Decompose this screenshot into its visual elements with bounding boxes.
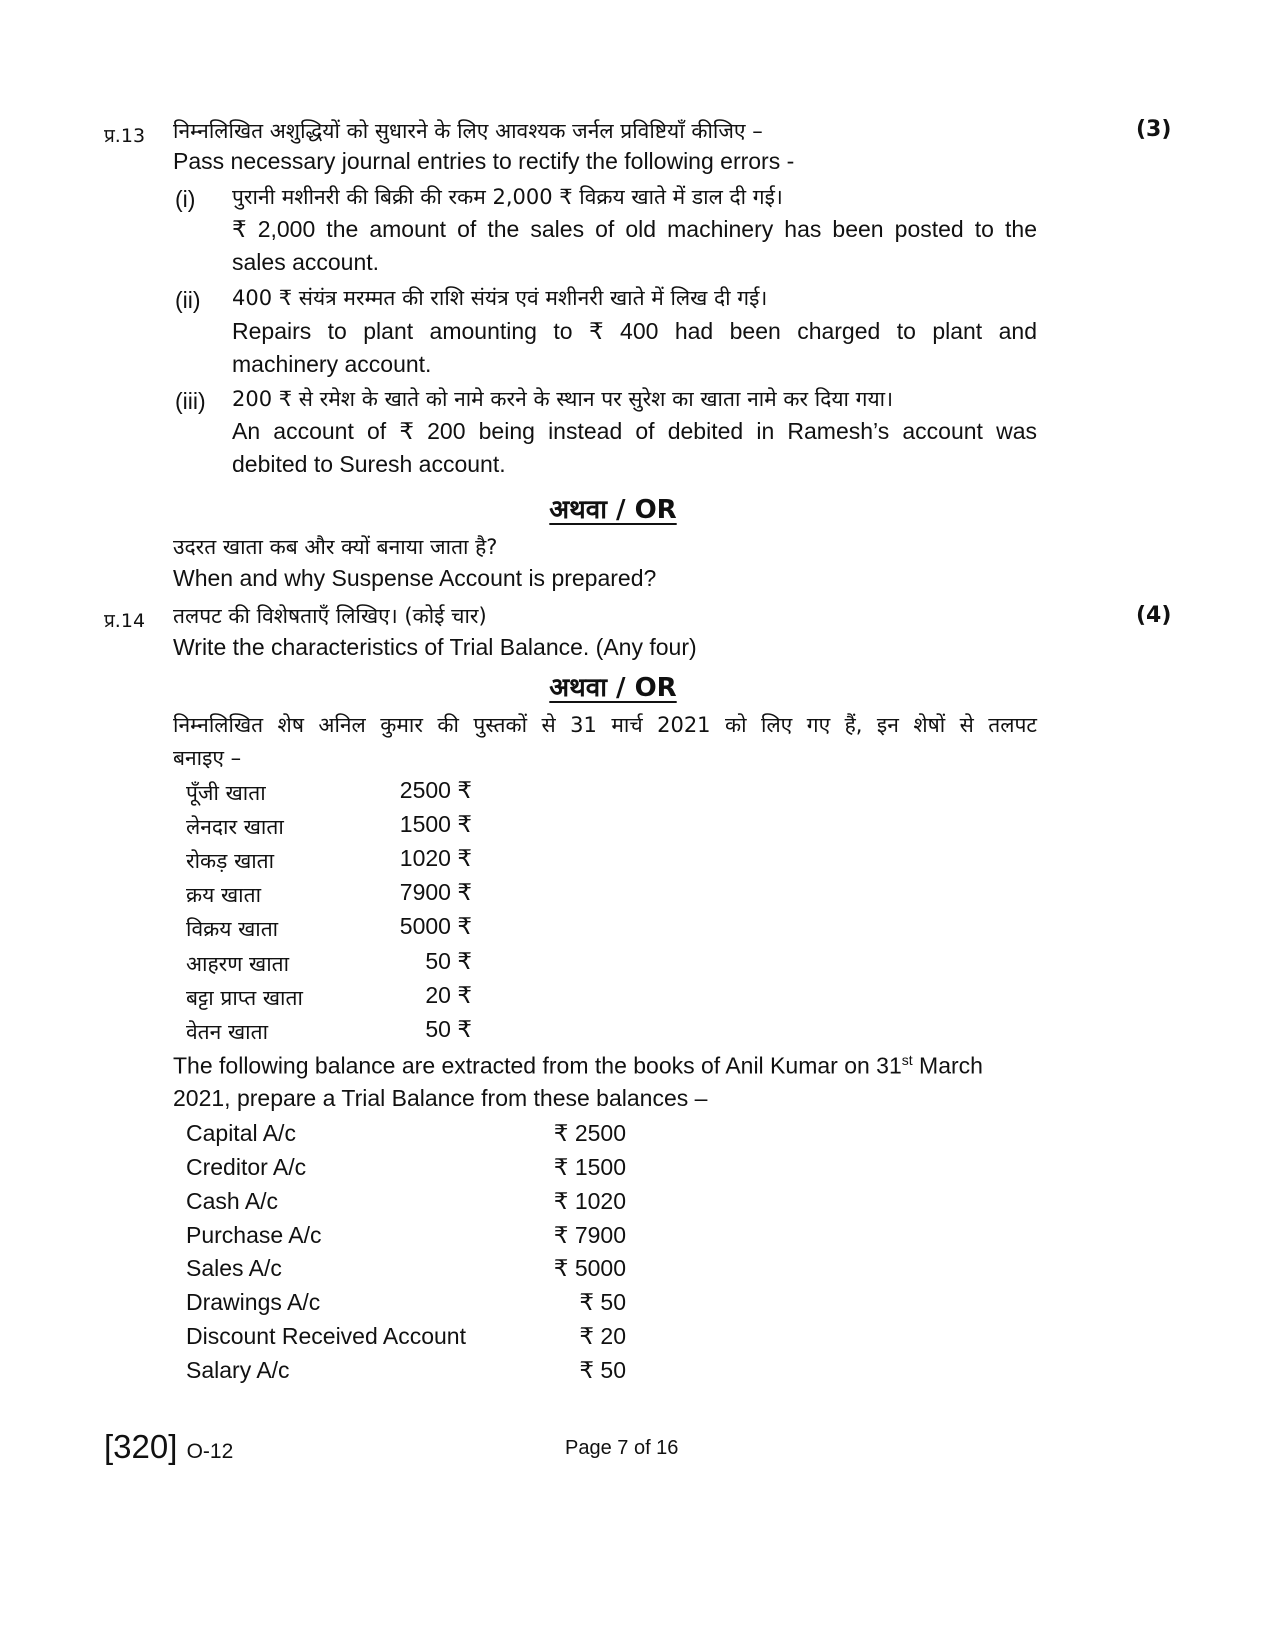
hindi-balance-label: क्रय खाता	[186, 883, 262, 907]
english-balance-amount: ₹ 7900	[553, 1222, 626, 1248]
or-heading-q14: अथवा / OR	[549, 673, 677, 703]
english-balance-amount: ₹ 1020	[553, 1188, 626, 1214]
english-balance-label: Purchase A/c	[186, 1222, 322, 1248]
hindi-balance-amount: 5000 ₹	[399, 913, 472, 939]
hindi-balance-amount: 1020 ₹	[399, 845, 472, 871]
english-balance-amount: ₹ 50	[579, 1289, 626, 1315]
item-i-english-line2: sales account.	[232, 249, 380, 275]
paper-code	[104, 1428, 233, 1466]
question-14-hindi: तलपट की विशेषताएँ लिखिए। (कोई चार)	[173, 604, 487, 628]
hindi-balance-label: लेनदार खाता	[186, 815, 284, 839]
hindi-balance-label: बट्टा प्राप्त खाता	[186, 986, 303, 1010]
q14-or-english-line2: 2021, prepare a Trial Balance from these balances –	[173, 1085, 708, 1111]
item-i-hindi: पुरानी मशीनरी की बिक्री की रकम 2,000 ₹ विक्रय खाते में डाल दी गई।	[232, 185, 783, 209]
page-number: Page 7 of 16	[565, 1437, 679, 1459]
hindi-balance-amount: 2500 ₹	[399, 777, 472, 803]
superscript-st: st	[901, 1052, 913, 1068]
hindi-balance-label: रोकड़ खाता	[186, 849, 275, 873]
q14-or-english-line1	[173, 1052, 983, 1080]
question-13-english: Pass necessary journal entries to rectify the following errors -	[173, 148, 795, 174]
hindi-balance-amount: 7900 ₹	[399, 879, 472, 905]
q14-or-hindi-line1: निम्नलिखित शेष अनिल कुमार की पुस्तकों से 31 मार्च 2021 को लिए गए हैं, इन शेषों से तलपट	[173, 713, 1037, 737]
item-ii-english-line1: Repairs to plant amounting to ₹ 400 had been charged to plant and	[232, 318, 1037, 344]
question-14-english: Write the characteristics of Trial Balance. (Any four)	[173, 634, 697, 660]
item-iii-label: (iii)	[175, 388, 206, 414]
english-balance-amount: ₹ 5000	[553, 1255, 626, 1281]
english-balance-amount: ₹ 50	[579, 1357, 626, 1383]
paper-code-number: [320]	[104, 1428, 178, 1465]
english-balance-label: Cash A/c	[186, 1188, 279, 1214]
q13-or-english: When and why Suspense Account is prepared?	[173, 565, 657, 591]
or-heading-q13: अथवा / OR	[549, 495, 677, 525]
item-ii-english-line2: machinery account.	[232, 351, 432, 377]
q14-or-english-line1-text: The following balance are extracted from the books of Anil Kumar on 31	[173, 1052, 902, 1079]
english-balance-label: Discount Received Account	[186, 1323, 466, 1349]
hindi-balance-label: वेतन खाता	[186, 1020, 269, 1044]
english-balance-amount: ₹ 2500	[553, 1120, 626, 1146]
question-14-marks: (4)	[1136, 603, 1172, 628]
hindi-balance-label: पूँजी खाता	[186, 781, 266, 805]
q14-or-hindi-line2: बनाइए –	[173, 746, 242, 770]
item-iii-english-line1: An account of ₹ 200 being instead of debited in Ramesh’s account was	[232, 418, 1037, 444]
english-balance-label: Capital A/c	[186, 1120, 296, 1146]
question-14-number: प्र.14	[104, 610, 146, 632]
question-13-hindi: निम्नलिखित अशुद्धियों को सुधारने के लिए आवश्यक जर्नल प्रविष्टियाँ कीजिए –	[173, 119, 763, 143]
q14-or-english-line1-month: March	[912, 1052, 983, 1079]
english-balance-label: Sales A/c	[186, 1255, 282, 1281]
question-13-marks: (3)	[1136, 117, 1172, 142]
hindi-balance-amount: 50 ₹	[425, 948, 472, 974]
item-ii-label: (ii)	[175, 287, 201, 313]
paper-set: O-12	[186, 1440, 234, 1463]
question-13-number: प्र.13	[104, 125, 146, 147]
english-balance-amount: ₹ 1500	[553, 1154, 626, 1180]
hindi-balance-label: आहरण खाता	[186, 952, 290, 976]
item-i-english-line1: ₹ 2,000 the amount of the sales of old machinery has been posted to the	[232, 216, 1037, 242]
hindi-balance-amount: 20 ₹	[425, 982, 472, 1008]
english-balance-label: Drawings A/c	[186, 1289, 321, 1315]
hindi-balance-label: विक्रय खाता	[186, 917, 279, 941]
q13-or-hindi: उदरत खाता कब और क्यों बनाया जाता है?	[173, 535, 498, 559]
english-balance-label: Salary A/c	[186, 1357, 290, 1383]
english-balance-amount: ₹ 20	[579, 1323, 626, 1349]
hindi-balance-amount: 50 ₹	[425, 1016, 472, 1042]
item-iii-english-line2: debited to Suresh account.	[232, 451, 506, 477]
item-i-label: (i)	[175, 186, 196, 212]
hindi-balance-amount: 1500 ₹	[399, 811, 472, 837]
item-iii-hindi: 200 ₹ से रमेश के खाते को नामे करने के स्थान पर सुरेश का खाता नामे कर दिया गया।	[232, 387, 894, 411]
item-ii-hindi: 400 ₹ संयंत्र मरम्मत की राशि संयंत्र एवं मशीनरी खाते में लिख दी गई।	[232, 286, 768, 310]
english-balance-label: Creditor A/c	[186, 1154, 307, 1180]
